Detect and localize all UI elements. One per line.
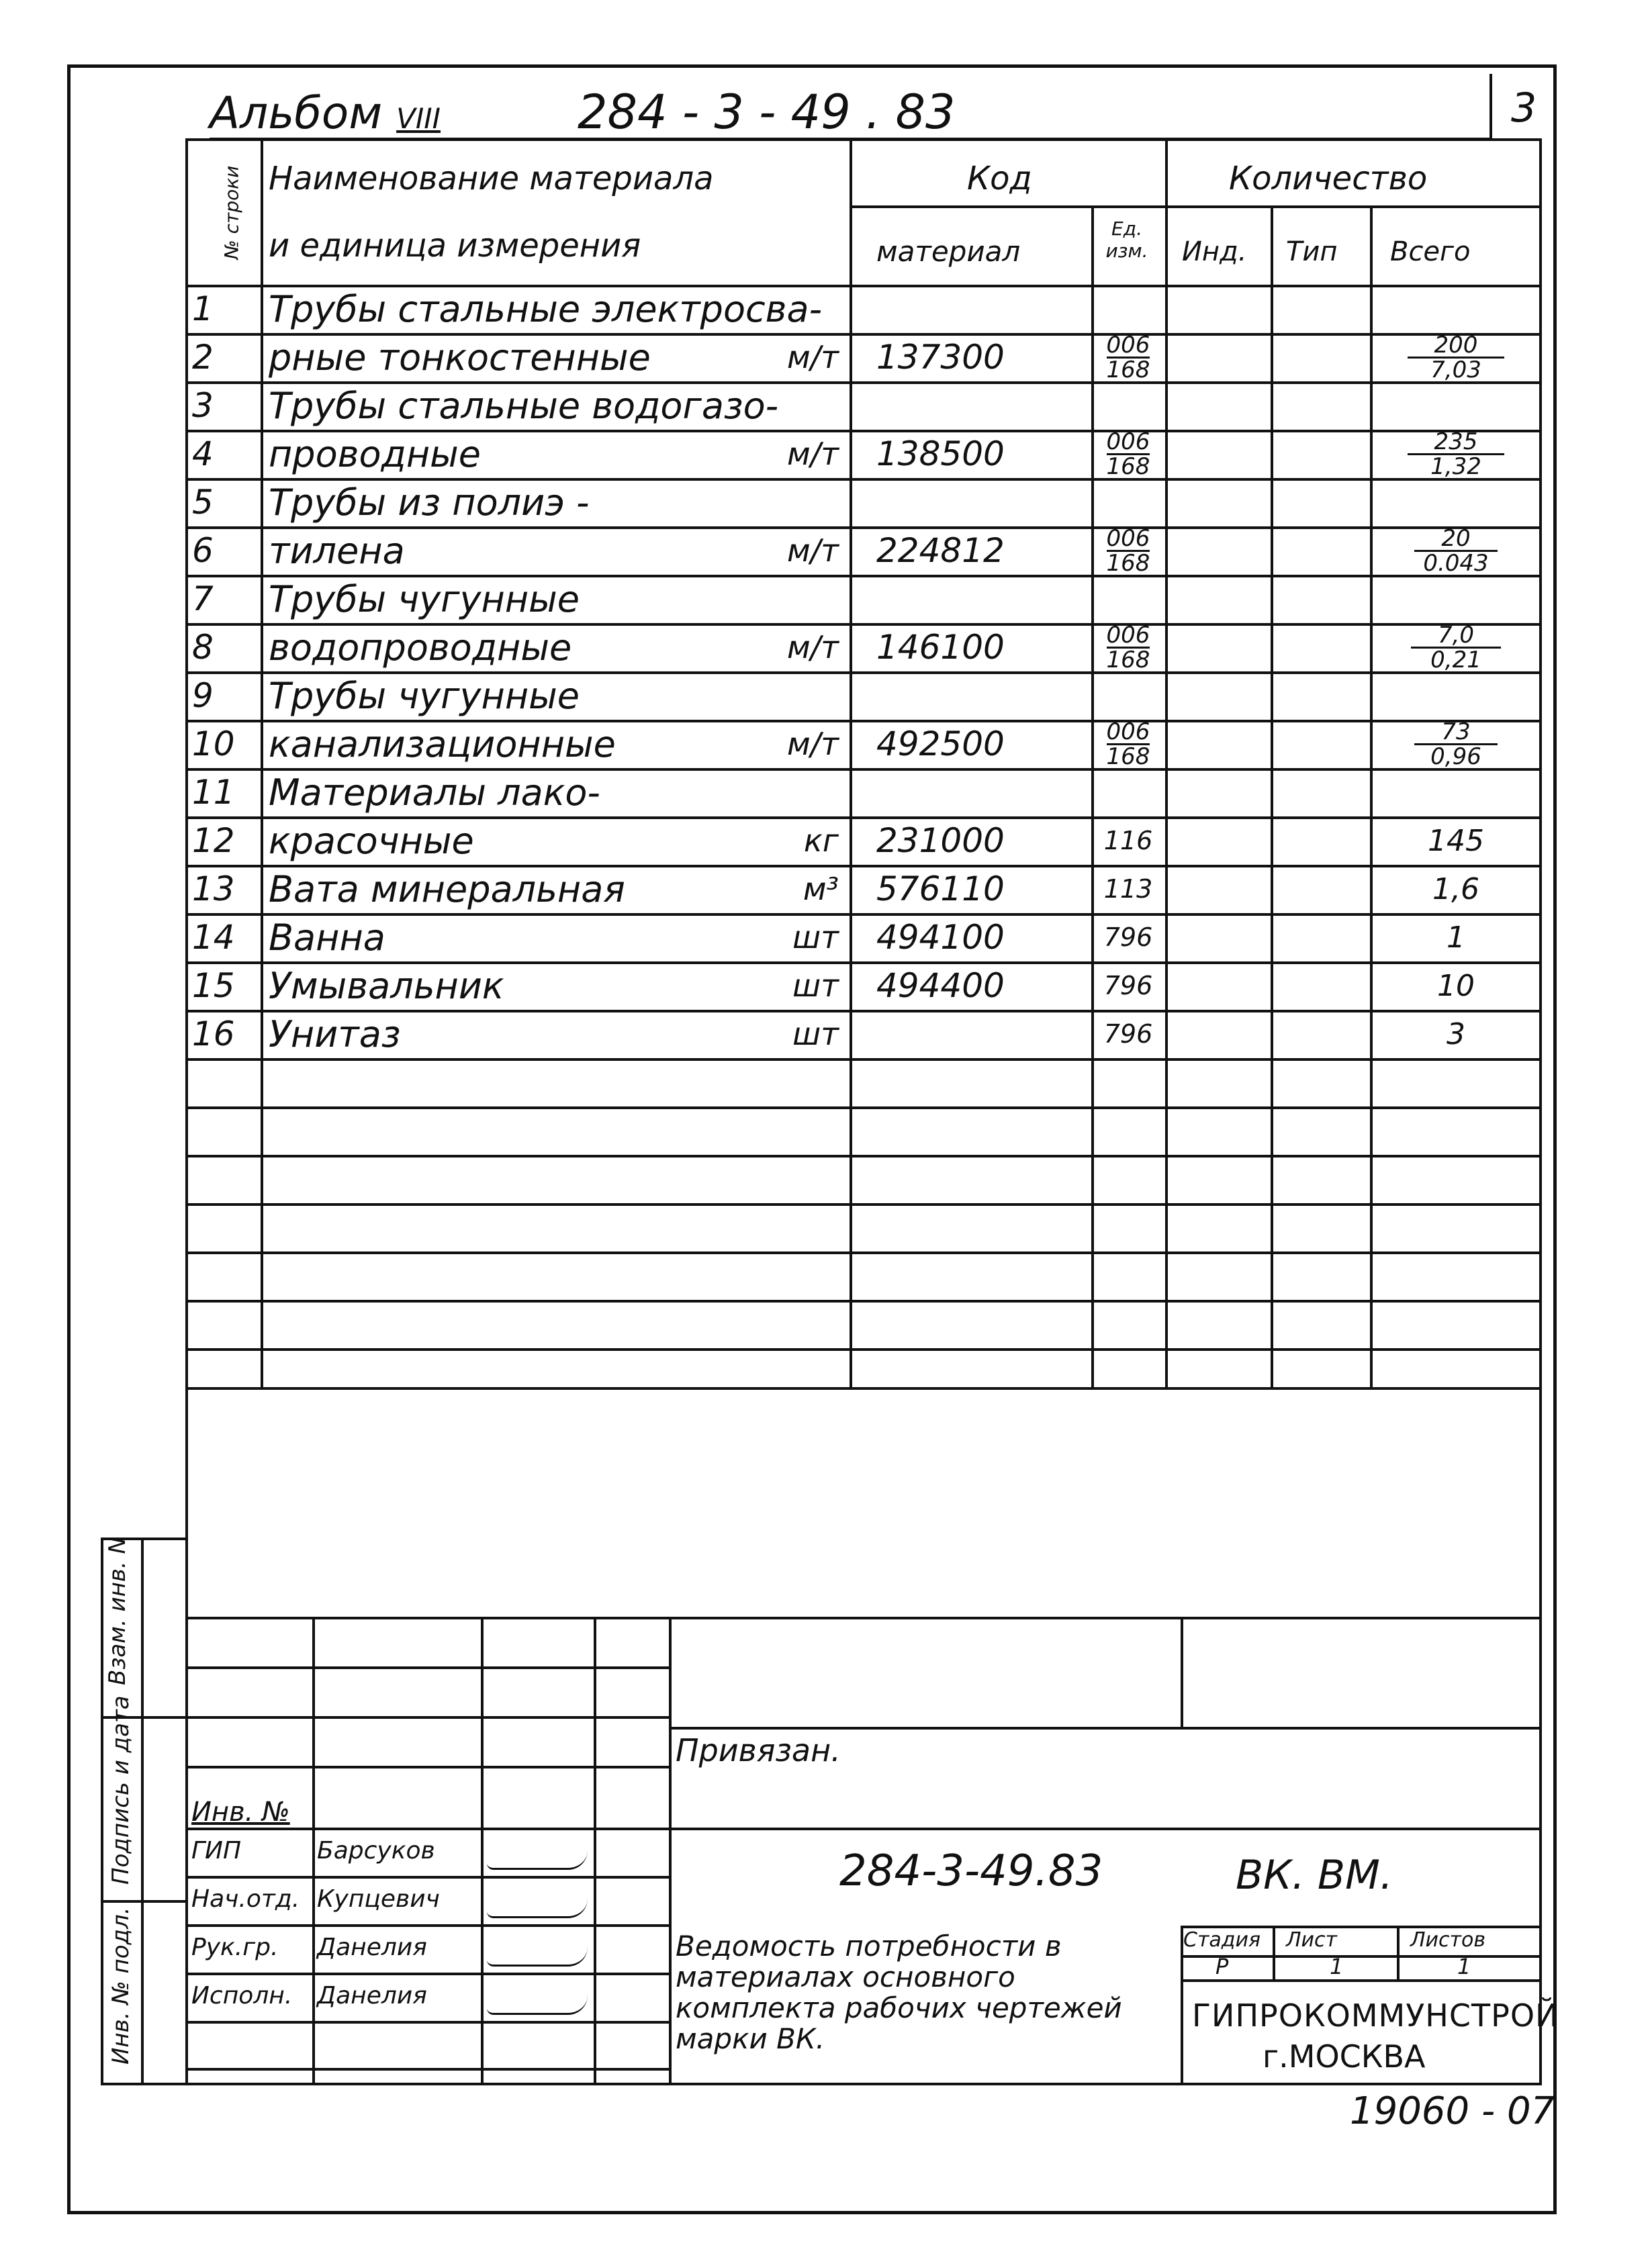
total-bottom: 0,96 — [1430, 743, 1481, 770]
header-qty-ind: Инд. — [1182, 236, 1247, 267]
material-unit — [739, 575, 850, 623]
signature-mark — [487, 1947, 588, 1967]
material-unit: м/т — [787, 629, 839, 665]
material-code: 137300 — [876, 338, 1005, 377]
material-name: тилена — [269, 529, 405, 572]
row-number: 15 — [192, 966, 235, 1005]
signature-mark — [487, 1899, 588, 1918]
material-name: Трубы чугунные — [269, 674, 580, 717]
role-title: ГИП — [191, 1837, 242, 1864]
row-number: 5 — [192, 483, 214, 522]
unit-code — [1091, 285, 1165, 333]
signature-mark — [487, 1995, 588, 2015]
total-quantity: 3 — [1447, 1017, 1465, 1051]
total-quantity: 1 — [1447, 920, 1465, 955]
unit-code-bottom: 168 — [1106, 646, 1150, 673]
album-label: Альбом VIII — [210, 87, 441, 139]
material-unit: м/т — [787, 726, 839, 762]
document-code: 284 - 3 - 49 . 83 — [578, 85, 956, 140]
total-quantity — [1370, 285, 1542, 333]
header-name-line1: Наименование материала — [269, 160, 714, 197]
material-name: Трубы стальные электросва- — [269, 287, 823, 330]
stamp-podpis-data: Подпись и дата — [107, 1695, 134, 1885]
total-fraction — [1370, 720, 1542, 768]
material-name: канализационные — [269, 722, 616, 765]
row-number: 12 — [192, 821, 235, 860]
album-number: VIII — [396, 102, 441, 135]
org-name-line2: г.МОСКВА — [1263, 2038, 1426, 2075]
unit-code-fraction — [1091, 333, 1165, 381]
total-fraction — [1370, 526, 1542, 575]
material-code: 492500 — [876, 724, 1005, 763]
row-number: 9 — [192, 676, 214, 715]
material-unit: м³ — [803, 871, 839, 907]
total-quantity: 1,6 — [1432, 871, 1479, 906]
unit-code: 796 — [1103, 971, 1153, 1000]
role-title: Нач.отд. — [191, 1885, 300, 1913]
material-unit: м/т — [787, 339, 839, 375]
sheet-number: 3 — [1511, 85, 1537, 132]
material-unit — [739, 768, 850, 816]
header-qty-total: Всего — [1390, 236, 1471, 267]
unit-code-fraction — [1091, 720, 1165, 768]
role-person: Купцевич — [317, 1885, 440, 1913]
unit-code: 113 — [1103, 874, 1153, 904]
unit-code — [1091, 768, 1165, 816]
role-person: Данелия — [317, 1934, 427, 1961]
unit-code-top: 006 — [1106, 621, 1150, 649]
material-code — [850, 285, 1091, 333]
material-name: Вата минеральная — [269, 867, 625, 910]
material-unit — [739, 285, 850, 333]
org-name-line1: ГИПРОКОММУНСТРОЙ — [1192, 1997, 1559, 2034]
sheets-value: 1 — [1457, 1954, 1471, 1979]
material-unit: м/т — [787, 532, 839, 569]
unit-code-top: 006 — [1106, 331, 1150, 359]
total-top: 7,0 — [1411, 624, 1501, 649]
row-number: 10 — [192, 724, 235, 763]
title-description: Ведомость потребности в материалах основного комплекта рабочих чертежей марки ВК. — [676, 1930, 1122, 2055]
total-quantity — [1370, 671, 1542, 720]
role-title: Рук.гр. — [191, 1934, 279, 1961]
material-code — [850, 381, 1091, 430]
role-person: Данелия — [317, 1982, 427, 2010]
material-unit — [739, 671, 850, 720]
header-code-group: Код — [967, 160, 1032, 197]
unit-code-top: 006 — [1106, 524, 1150, 552]
header-qty-group: Количество — [1229, 160, 1428, 197]
material-name: проводные — [269, 432, 481, 475]
unit-code: 796 — [1103, 1019, 1153, 1049]
row-number: 1 — [192, 289, 214, 328]
unit-code-fraction — [1091, 526, 1165, 575]
unit-code-top: 006 — [1106, 428, 1150, 455]
role-person: Барсуков — [317, 1837, 435, 1864]
unit-code-bottom: 168 — [1106, 453, 1150, 480]
inv-no-label: Инв. № — [191, 1797, 290, 1828]
material-name: Трубы стальные водогазо- — [269, 384, 779, 427]
sheets-label: Листов — [1410, 1928, 1486, 1952]
row-number: 13 — [192, 869, 235, 908]
unit-code-bottom: 168 — [1106, 356, 1150, 383]
total-fraction — [1370, 623, 1542, 671]
privyazan-label: Привязан. — [676, 1732, 841, 1768]
stamp-vzam-inv: Взам. инв. N — [104, 1537, 131, 1685]
total-bottom: 7,03 — [1430, 356, 1481, 383]
footer-code: 19060 - 07 — [1350, 2089, 1555, 2133]
material-code — [850, 768, 1091, 816]
material-code: 576110 — [876, 869, 1005, 908]
unit-code — [1091, 671, 1165, 720]
material-unit: кг — [804, 822, 839, 859]
title-mark: ВК. ВМ. — [1236, 1852, 1393, 1899]
material-code: 494400 — [876, 966, 1005, 1005]
total-bottom: 1,32 — [1430, 453, 1481, 480]
material-name: водопроводные — [269, 626, 572, 669]
row-number: 3 — [192, 386, 214, 425]
material-name: Трубы чугунные — [269, 577, 580, 620]
material-code: 146100 — [876, 628, 1005, 667]
total-bottom: 0,21 — [1430, 646, 1481, 673]
unit-code — [1091, 575, 1165, 623]
material-code: 224812 — [876, 531, 1005, 570]
material-code: 494100 — [876, 918, 1005, 957]
material-code — [850, 1010, 1091, 1058]
header-name-line2: и единица измерения — [269, 227, 641, 265]
row-number: 16 — [192, 1014, 235, 1053]
row-number: 11 — [192, 773, 235, 812]
row-number: 8 — [192, 628, 214, 667]
material-code — [850, 575, 1091, 623]
material-unit: шт — [792, 1016, 839, 1052]
material-unit: шт — [792, 967, 839, 1004]
material-name: Унитаз — [269, 1012, 401, 1055]
total-fraction — [1370, 333, 1542, 381]
stage-label: Стадия — [1183, 1928, 1261, 1952]
unit-code-top: 006 — [1106, 718, 1150, 745]
total-top: 235 — [1408, 430, 1505, 455]
material-name: Ванна — [269, 916, 385, 959]
material-code — [850, 478, 1091, 526]
total-quantity — [1370, 478, 1542, 526]
signature-mark — [487, 1850, 588, 1870]
unit-code-bottom: 168 — [1106, 549, 1150, 577]
row-number: 2 — [192, 338, 214, 377]
header-row-number: № строки — [220, 165, 243, 260]
unit-code — [1091, 478, 1165, 526]
total-quantity: 10 — [1437, 968, 1475, 1003]
material-code: 138500 — [876, 434, 1005, 473]
material-unit — [739, 478, 850, 526]
title-doc-code: 284-3-49.83 — [839, 1846, 1103, 1896]
material-name: красочные — [269, 819, 474, 862]
total-quantity: 145 — [1428, 823, 1484, 858]
material-name: рные тонкостенные — [269, 336, 651, 379]
material-name: Материалы лако- — [269, 771, 600, 814]
material-unit — [739, 381, 850, 430]
total-quantity — [1370, 381, 1542, 430]
role-title: Исполн. — [191, 1982, 293, 2010]
unit-code-fraction — [1091, 430, 1165, 478]
row-number: 14 — [192, 918, 235, 957]
total-quantity — [1370, 575, 1542, 623]
header-code-unit: Ед. изм. — [1105, 218, 1148, 262]
total-top: 200 — [1408, 334, 1505, 359]
header-code-material: материал — [876, 235, 1021, 268]
material-unit: шт — [792, 919, 839, 955]
unit-code-fraction — [1091, 623, 1165, 671]
stage-value: Р — [1216, 1954, 1229, 1979]
row-number: 6 — [192, 531, 214, 570]
header-qty-type: Тип — [1286, 236, 1338, 267]
material-code — [850, 671, 1091, 720]
material-code: 231000 — [876, 821, 1005, 860]
sheet-label: Лист — [1286, 1928, 1338, 1952]
material-name: Умывальник — [269, 964, 504, 1007]
row-number: 7 — [192, 579, 214, 618]
unit-code — [1091, 381, 1165, 430]
row-number: 4 — [192, 434, 214, 473]
total-top: 73 — [1414, 720, 1497, 745]
material-unit: м/т — [787, 436, 839, 472]
total-top: 20 — [1414, 527, 1497, 552]
unit-code: 116 — [1103, 826, 1153, 855]
unit-code: 796 — [1103, 923, 1153, 952]
stamp-inv-podl: Инв. № подл. — [107, 1907, 134, 2065]
total-fraction — [1370, 430, 1542, 478]
sheet-value: 1 — [1330, 1954, 1344, 1979]
unit-code-bottom: 168 — [1106, 743, 1150, 770]
material-name: Трубы из полиэ - — [269, 481, 590, 524]
total-bottom: 0.043 — [1423, 549, 1489, 577]
total-quantity — [1370, 768, 1542, 816]
